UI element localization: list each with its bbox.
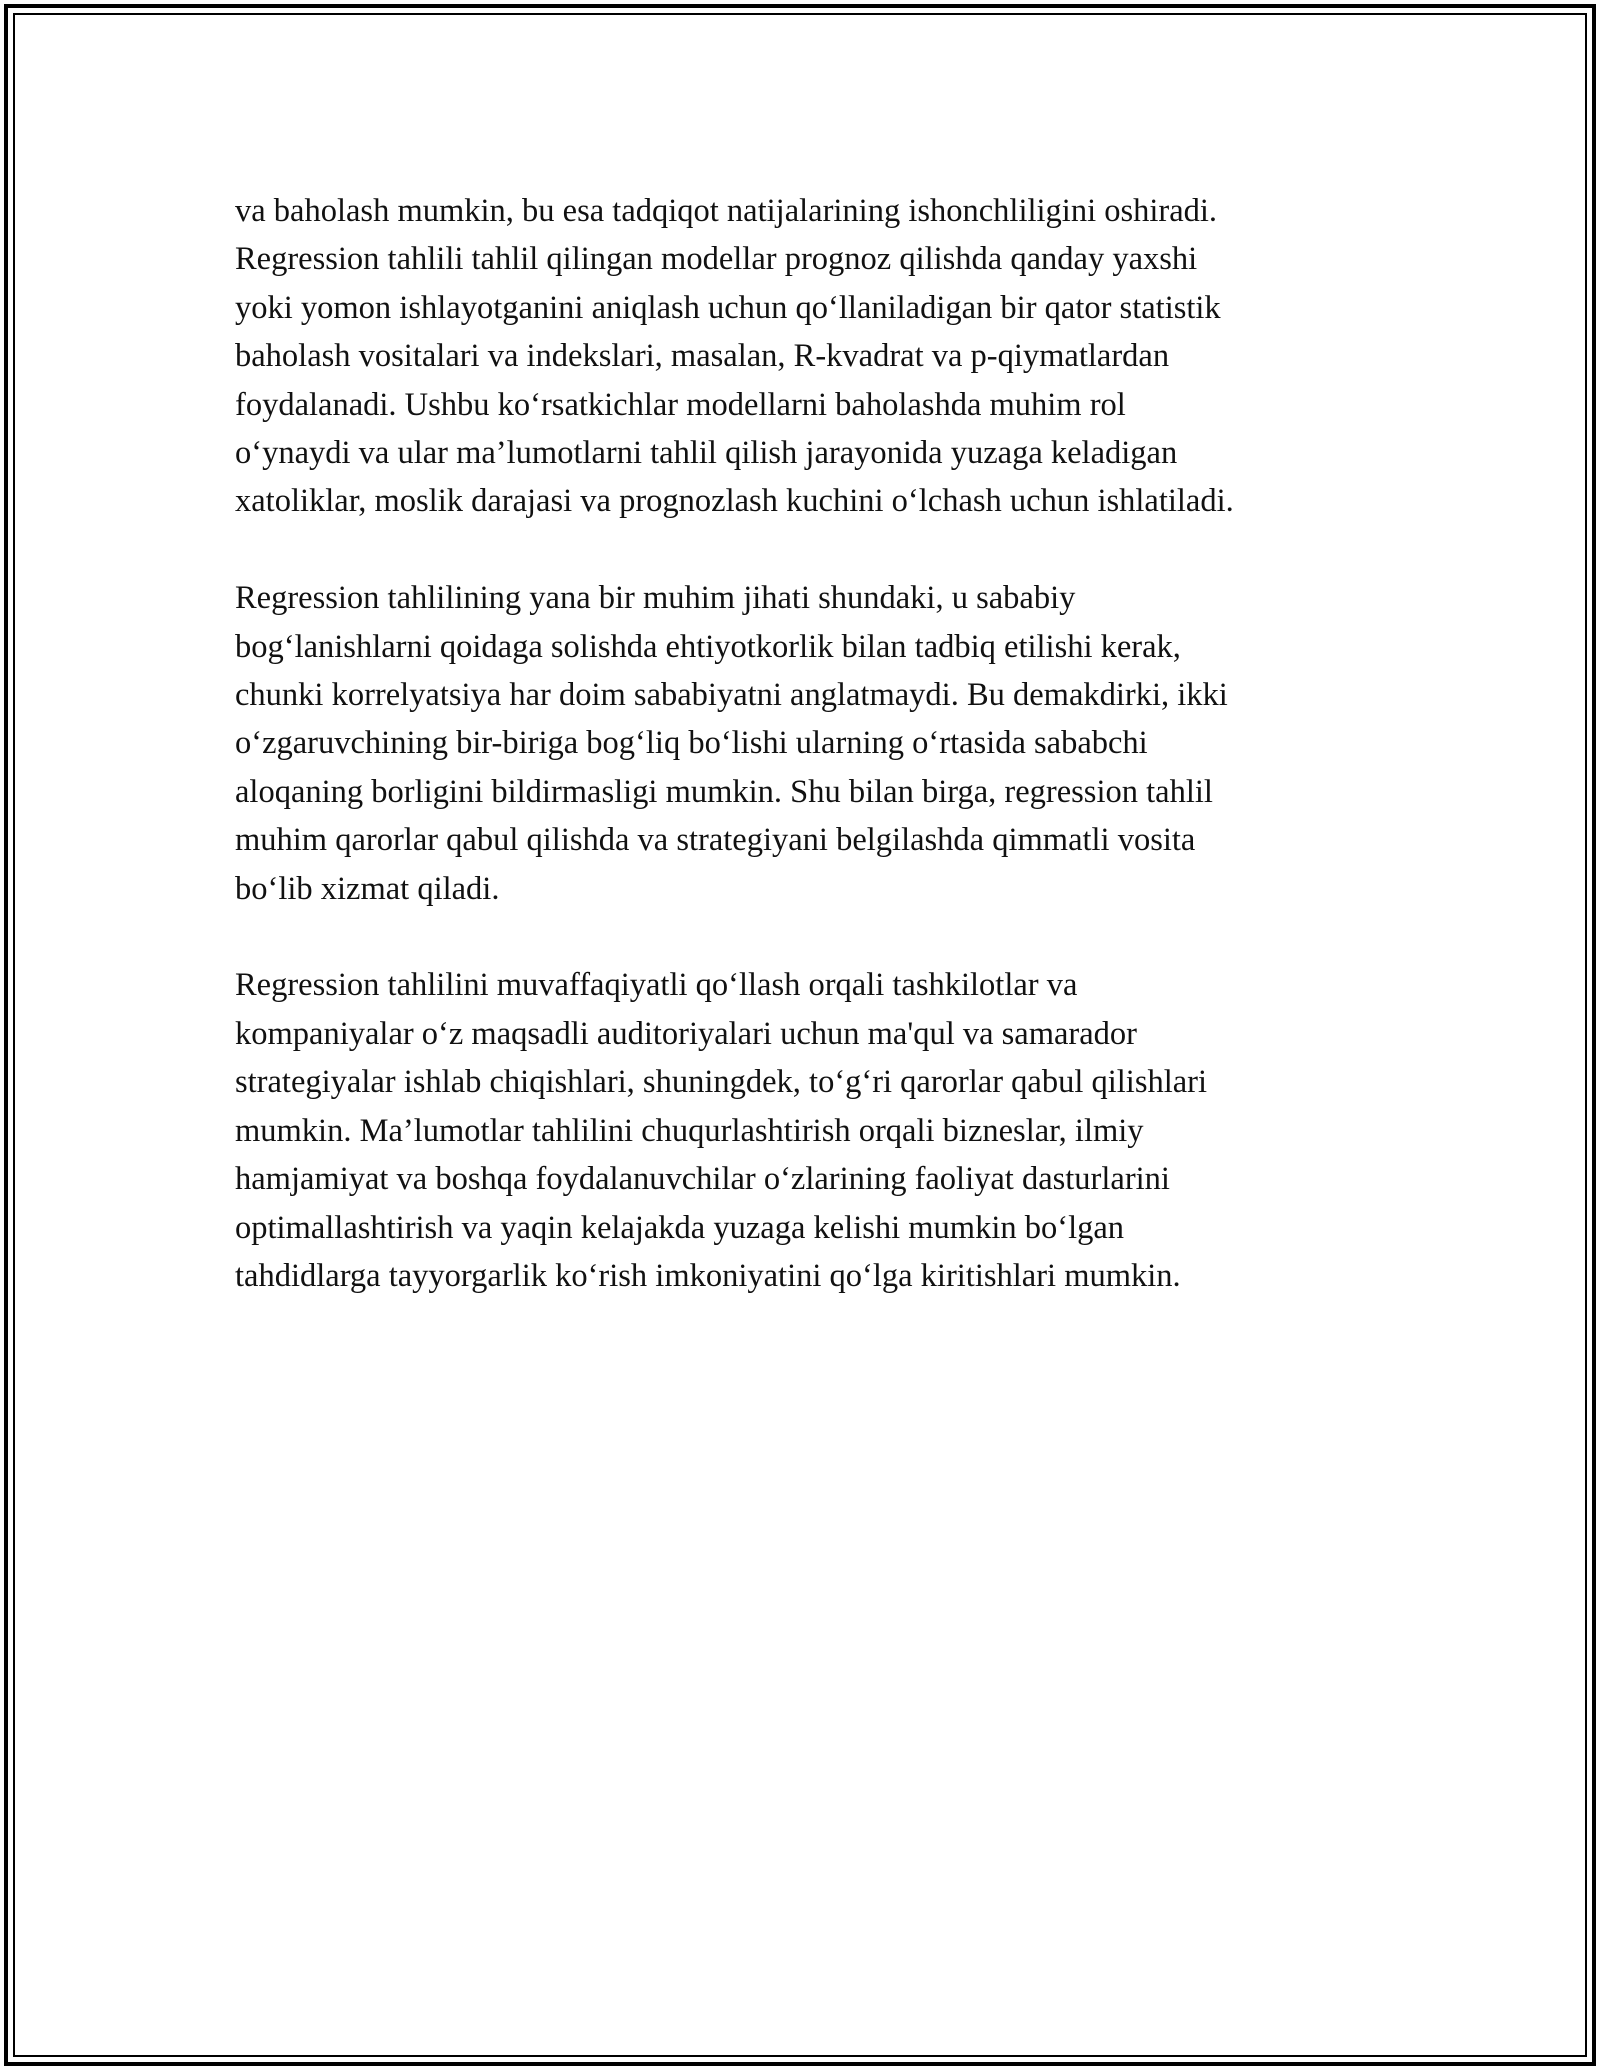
paragraph-2	[235, 574, 1375, 913]
text-line: tahdidlarga tayyorgarlik ko‘rish imkoniyatini qo‘lga kiritishlari mumkin.	[235, 1257, 1181, 1294]
text-line: foydalanadi. Ushbu ko‘rsatkichlar modellarni baholashda muhim rol	[235, 386, 1126, 423]
text-line: optimallashtirish va yaqin kelajakda yuzaga kelishi mumkin bo‘lgan	[235, 1209, 1125, 1246]
text-line: baholash vositalari va indekslari, masalan, R-kvadrat va p-qiymatlardan	[235, 338, 1170, 375]
text-line: o‘zgaruvchining bir-biriga bog‘liq bo‘lishi ularning o‘rtasida sababchi	[235, 725, 1148, 762]
text-line: Regression tahlilining yana bir muhim jihati shundaki, u sababiy	[235, 580, 1076, 617]
text-line: aloqaning borligini bildirmasligi mumkin. Shu bilan birga, regression tahlil	[235, 773, 1213, 810]
text-line: bog‘lanishlarni qoidaga solishda ehtiyotkorlik bilan tadbiq etilishi kerak,	[235, 628, 1181, 665]
text-line: Regression tahlilini muvaffaqiyatli qo‘llash orqali tashkilotlar va	[235, 967, 1078, 1004]
text-line: va baholash mumkin, bu esa tadqiqot natijalarining ishonchliligini oshiradi.	[235, 193, 1218, 229]
paragraph-3	[235, 961, 1375, 1300]
text-line: o‘ynaydi va ular ma’lumotlarni tahlil qilish jarayonida yuzaga keladigan	[235, 435, 1178, 472]
text-line: Regression tahlili tahlil qilingan modellar prognoz qilishda qanday yaxshi	[235, 241, 1198, 278]
text-line: kompaniyalar o‘z maqsadli auditoriyalari uchun ma'qul va samarador	[235, 1015, 1138, 1052]
text-line: bo‘lib xizmat qiladi.	[235, 870, 500, 907]
paragraph-1	[235, 187, 1375, 526]
text-line: hamjamiyat va boshqa foydalanuvchilar o‘zlarining faoliyat dasturlarini	[235, 1161, 1170, 1198]
text-line: yoki yomon ishlayotganini aniqlash uchun qo‘llaniladigan bir qator statistik	[235, 289, 1221, 326]
text-line: mumkin. Ma’lumotlar tahlilini chuqurlashtirish orqali bizneslar, ilmiy	[235, 1112, 1144, 1149]
document-body	[235, 187, 1375, 1349]
text-line: strategiyalar ishlab chiqishlari, shuningdek, to‘g‘ri qarorlar qabul qilishlari	[235, 1064, 1208, 1101]
text-line: muhim qarorlar qabul qilishda va strategiyani belgilashda qimmatli vosita	[235, 822, 1196, 859]
text-line: chunki korrelyatsiya har doim sababiyatni anglatmaydi. Bu demakdirki, ikki	[235, 677, 1228, 714]
text-line: xatoliklar, moslik darajasi va prognozlash kuchini o‘lchash uchun ishlatiladi.	[235, 483, 1234, 520]
